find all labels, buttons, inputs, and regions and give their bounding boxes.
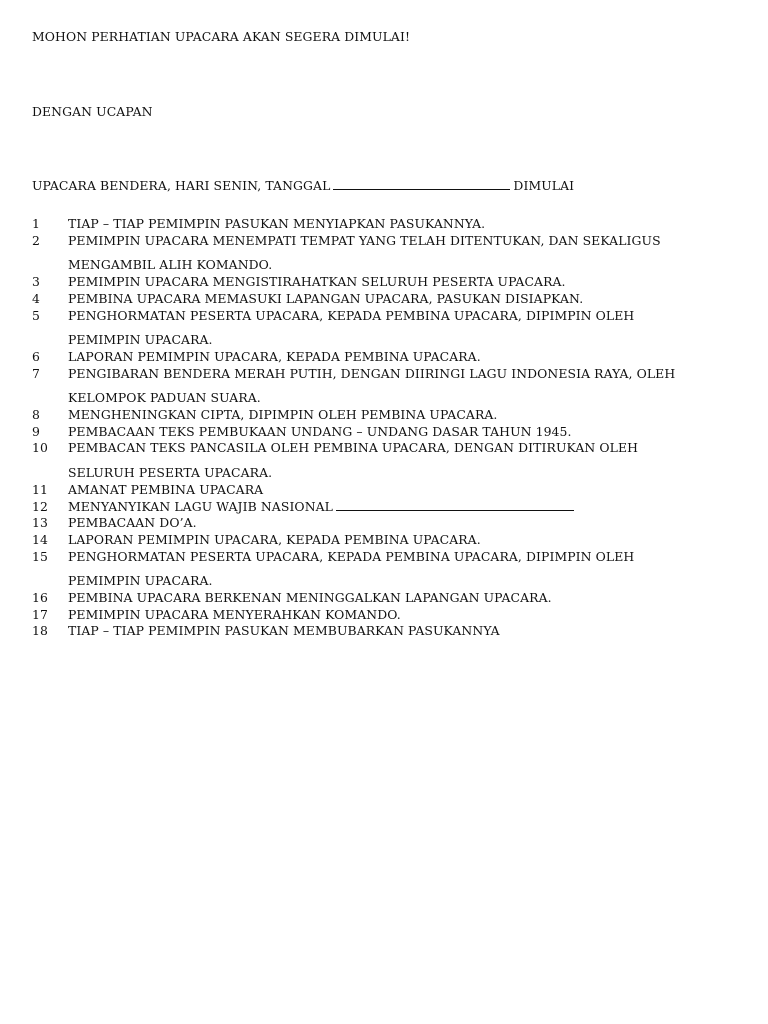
step-number: 7	[32, 365, 40, 381]
ceremony-prefix: UPACARA BENDERA, HARI SENIN, TANGGAL	[32, 178, 331, 193]
step-number: 4	[32, 290, 40, 306]
step-number: 9	[32, 423, 40, 439]
step-text: PENGIBARAN BENDERA MERAH PUTIH, DENGAN DIIRINGI LAGU INDONESIA RAYA, OLEH	[68, 365, 676, 381]
step-text-block	[68, 424, 742, 441]
date-blank	[333, 178, 510, 190]
step-item	[32, 233, 742, 274]
step-text: PEMIMPIN UPACARA MENYERAHKAN KOMANDO.	[68, 606, 401, 622]
step-number: 5	[32, 307, 40, 323]
step-text: PEMBINA UPACARA BERKENAN MENINGGALKAN LAPANGAN UPACARA.	[68, 590, 552, 606]
step-item	[32, 549, 742, 590]
step-text: LAPORAN PEMIMPIN UPACARA, KEPADA PEMBINA UPACARA.	[68, 531, 481, 547]
step-item	[32, 424, 742, 441]
step-number: 1	[32, 216, 40, 231]
step-text: MENYANYIKAN LAGU WAJIB NASIONAL	[68, 498, 334, 514]
step-text-block	[68, 590, 742, 607]
step-text-block	[68, 349, 742, 366]
step-text: PEMIMPIN UPACARA MENEMPATI TEMPAT YANG TELAH DITENTUKAN, DAN SEKALIGUS	[68, 232, 661, 248]
step-text-block	[68, 216, 742, 233]
step-text-block	[68, 407, 742, 424]
step-text-block	[68, 499, 742, 516]
step-number: 17	[32, 606, 48, 622]
step-text-block	[68, 607, 742, 624]
step-text: PEMBACAAN DO’A.	[68, 515, 197, 531]
step-text-block	[68, 440, 742, 481]
step-item	[32, 291, 742, 308]
step-text: PENGHORMATAN PESERTA UPACARA, KEPADA PEMBINA UPACARA, DIPIMPIN OLEH	[68, 307, 635, 323]
step-continuation: MENGAMBIL ALIH KOMANDO.	[68, 257, 273, 273]
step-text: PENGHORMATAN PESERTA UPACARA, KEPADA PEMBINA UPACARA, DIPIMPIN OLEH	[68, 548, 635, 564]
step-text-block	[68, 274, 742, 291]
step-item	[32, 482, 742, 499]
step-number: 8	[32, 407, 40, 423]
ceremony-suffix: DIMULAI	[513, 178, 575, 193]
step-number: 6	[32, 348, 40, 364]
step-number: 2	[32, 232, 40, 248]
step-text-block	[68, 308, 742, 349]
step-item	[32, 366, 742, 407]
step-number: 3	[32, 274, 40, 290]
step-text: LAPORAN PEMIMPIN UPACARA, KEPADA PEMBINA UPACARA.	[68, 348, 481, 364]
step-item	[32, 407, 742, 424]
song-blank	[336, 499, 574, 511]
step-text-block	[68, 233, 742, 274]
step-continuation: PEMIMPIN UPACARA.	[68, 332, 213, 348]
step-item	[32, 532, 742, 549]
step-text-block	[68, 291, 742, 308]
step-item	[32, 623, 742, 640]
step-number: 11	[32, 481, 48, 497]
step-item	[32, 590, 742, 607]
step-text: PEMBACAAN TEKS PEMBUKAAN UNDANG – UNDANG DASAR TAHUN 1945.	[68, 423, 572, 439]
announcement-line: MOHON PERHATIAN UPACARA AKAN SEGERA DIMULAI!	[32, 29, 411, 44]
step-text: TIAP – TIAP PEMIMPIN PASUKAN MENYIAPKAN PASUKANNYA.	[68, 216, 486, 231]
step-text-block	[68, 532, 742, 549]
step-text: AMANAT PEMBINA UPACARA	[68, 481, 264, 497]
step-item	[32, 499, 742, 516]
step-item	[32, 515, 742, 532]
step-number: 12	[32, 498, 48, 514]
step-text: PEMBINA UPACARA MEMASUKI LAPANGAN UPACARA, PASUKAN DISIAPKAN.	[68, 290, 584, 306]
step-item	[32, 216, 742, 233]
step-text-block	[68, 623, 742, 640]
step-text: PEMBACAN TEKS PANCASILA OLEH PEMBINA UPACARA, DENGAN DITIRUKAN OLEH	[68, 440, 639, 456]
step-text-block	[68, 549, 742, 590]
step-item	[32, 308, 742, 349]
step-item	[32, 349, 742, 366]
ceremony-steps-list	[32, 216, 742, 640]
greeting-line: DENGAN UCAPAN	[32, 104, 153, 119]
step-text-block	[68, 482, 742, 499]
step-text: TIAP – TIAP PEMIMPIN PASUKAN MEMBUBARKAN PASUKANNYA	[68, 623, 500, 639]
step-number: 16	[32, 590, 48, 606]
step-text: MENGHENINGKAN CIPTA, DIPIMPIN OLEH PEMBINA UPACARA.	[68, 407, 498, 423]
step-text: PEMIMPIN UPACARA MENGISTIRAHATKAN SELURUH PESERTA UPACARA.	[68, 274, 566, 290]
step-number: 10	[32, 440, 48, 456]
step-item	[32, 607, 742, 624]
step-number: 15	[32, 548, 48, 564]
step-number: 13	[32, 515, 48, 531]
step-item	[32, 274, 742, 291]
step-number: 14	[32, 531, 48, 547]
step-continuation: SELURUH PESERTA UPACARA.	[68, 465, 273, 481]
step-number: 18	[32, 623, 48, 639]
step-continuation: KELOMPOK PADUAN SUARA.	[68, 390, 261, 406]
ceremony-line	[32, 178, 574, 194]
step-continuation: PEMIMPIN UPACARA.	[68, 573, 213, 589]
step-text-block	[68, 366, 742, 407]
step-text-block	[68, 515, 742, 532]
step-item	[32, 440, 742, 481]
